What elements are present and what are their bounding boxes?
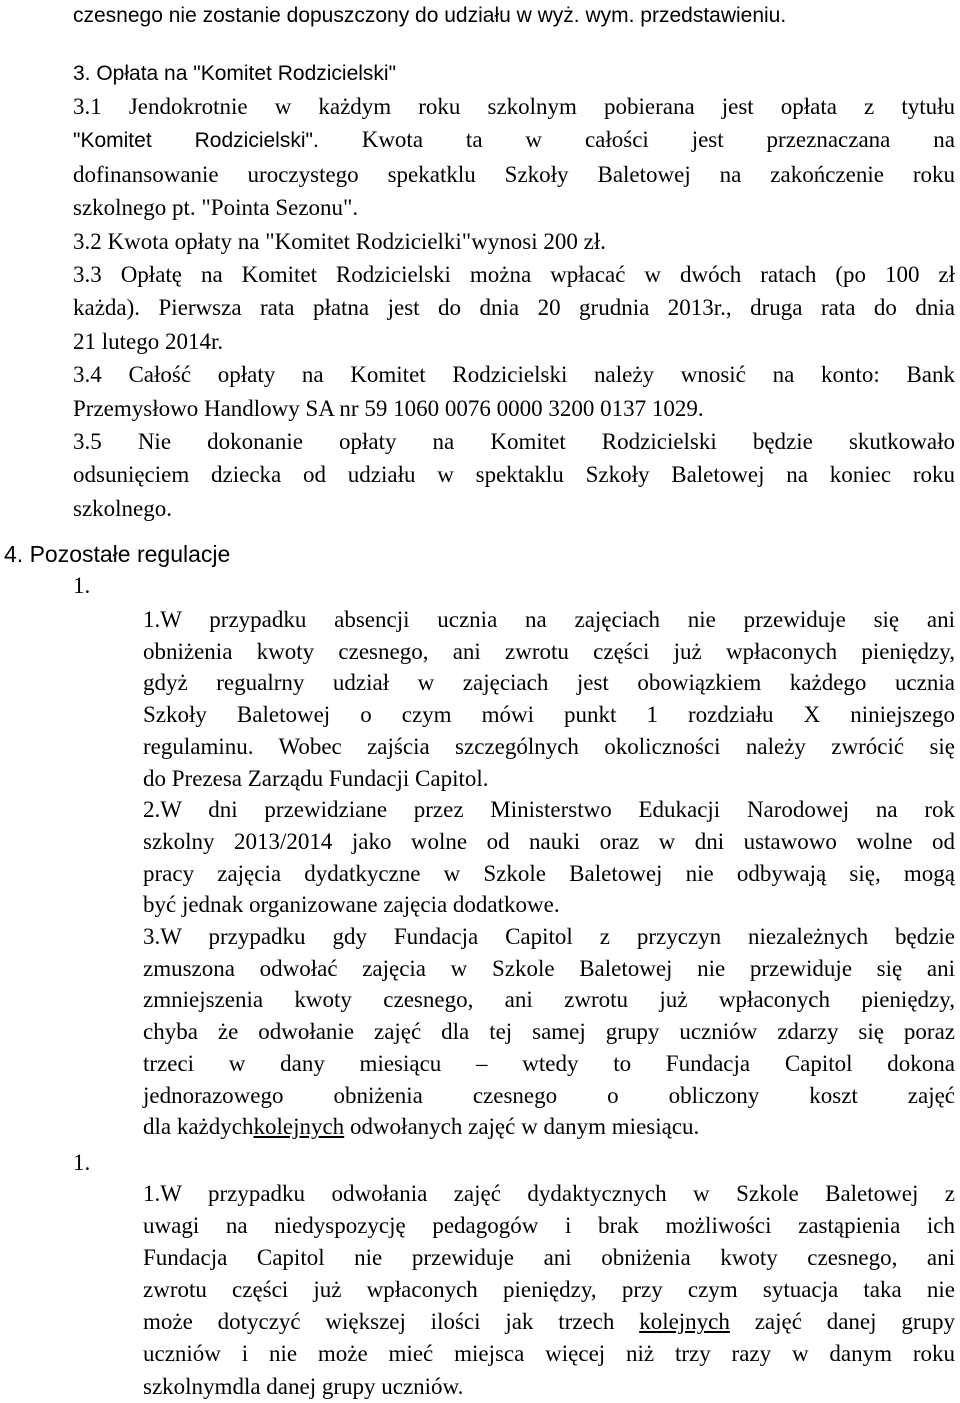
item-4-line: Fundacja Capitol nie przewiduje ani obniżenia kwoty czesnego, ani [143, 1245, 955, 1271]
item-4-last-line: szkolnymdla danej grupy uczniów. [143, 1373, 464, 1399]
section-4-items [143, 604, 955, 1143]
item-3 [143, 921, 955, 1143]
item-4-line5-underlined: kolejnych [639, 1309, 730, 1335]
item-3-line: zmuszona odwołać zajęcia w Szkole Baletowej nie przewiduje się ani [143, 955, 955, 981]
item-2-last-line: być jednak organizowane zajęcia dodatkowe. [143, 892, 560, 918]
p35-line3: szkolnego. [73, 495, 173, 521]
item-4-line5-before: może dotyczyć większej ilości jak trzech [143, 1309, 640, 1335]
item-3-last-underlined: kolejnych [253, 1114, 345, 1140]
p31-line1: 3.1 Jendokrotnie w każdym roku szkolnym pobierana jest opłata z tytułu [73, 94, 955, 119]
item-3-line: zmniejszenia kwoty czesnego, ani zwrotu już wpłaconych pieniędzy, [143, 987, 955, 1013]
section-4-heading: 4. Pozostałe regulacje [4, 541, 231, 567]
p32: 3.2 Kwota opłaty na "Komitet Rodzicielki"wynosi 200 zł. [73, 228, 606, 254]
item-4-line: uwagi na niedyspozycję pedagogów i brak możliwości zastąpienia ich [143, 1213, 955, 1239]
item-3-line: trzeci w dany miesiącu – wtedy to Fundacja Capitol dokona [143, 1050, 955, 1076]
intro-line: czesnego nie zostanie dopuszczony do udziału w wyż. wym. przedstawieniu. [73, 4, 787, 27]
p35-line1: 3.5 Nie dokonanie opłaty na Komitet Rodzicielski będzie skutkowało [73, 429, 955, 455]
item-3-line: chyba że odwołanie zajęć dla tej samej grupy uczniów zdarzy się poraz [143, 1019, 955, 1045]
p31-line2-serif: Kwota ta w całości jest przeznaczana na [318, 127, 955, 153]
item-3-last-line [143, 1111, 955, 1143]
section-3-heading: 3. Opłata na "Komitet Rodzicielski" [73, 62, 397, 85]
item-4 [143, 1178, 955, 1403]
p31-line3: dofinansowanie uroczystego spekatklu Szkoły Baletowej na zakończenie roku [73, 161, 955, 187]
item-2-line: pracy zajęcia dydatkyczne w Szkole Baletowej nie odbywają się, mogą [143, 860, 955, 886]
p31-line4: szkolnego pt. "Pointa Sezonu". [73, 195, 359, 221]
p33-line3: 21 lutego 2014r. [73, 328, 224, 354]
item-4-line: zwrotu części już wpłaconych pieniędzy, przy czym sytuacja taka nie [143, 1277, 955, 1303]
item-2 [143, 794, 955, 921]
item-3-last-after: odwołanych zajęć w danym miesiącu. [344, 1114, 700, 1140]
item-3-line: 3.W przypadku gdy Fundacja Capitol z przyczyn niezależnych będzie [143, 924, 955, 950]
p31-line2-sans: "Komitet Rodzicielski". [73, 129, 319, 153]
item-1-line: obniżenia kwoty czesnego, ani zwrotu części już wpłaconych pieniędzy, [143, 638, 955, 664]
p31-line2 [73, 123, 955, 157]
item-1-line: Szkoły Baletowej o czym mówi punkt 1 rozdziału X niniejszego [143, 702, 955, 728]
p33-line1: 3.3 Opłatę na Komitet Rodzicielski można wpłacać w dwóch ratach (po 100 zł [73, 262, 955, 288]
item-1-line: gdyż regualrny udział w zajęciach jest obowiązkiem każdego ucznia [143, 670, 955, 696]
item-4-line: uczniów i nie może mieć miejsca więcej niż trzy razy w danym roku [143, 1341, 955, 1367]
item-2-line: 2.W dni przewidziane przez Ministerstwo Edukacji Narodowej na rok [143, 797, 955, 823]
section-3-body [73, 90, 955, 525]
list-marker-bottom: 1. [73, 1150, 91, 1175]
item-1-line: 1.W przypadku absencji ucznia na zajęciach nie przewiduje się ani [143, 607, 955, 632]
p35-line2: odsunięciem dziecka od udziału w spektaklu Szkoły Baletowej na koniec roku [73, 462, 955, 488]
item-1 [143, 604, 955, 794]
p33-line2: każda). Pierwsza rata płatna jest do dnia 20 grudnia 2013r., druga rata do dnia [73, 295, 955, 321]
list-marker-top: 1. [73, 573, 91, 598]
item-3-line: jednorazowego obniżenia czesnego o obliczony koszt zajęć [143, 1082, 955, 1108]
item-4-line: 1.W przypadku odwołania zajęć dydaktycznych w Szkole Baletowej z [143, 1181, 955, 1206]
item-4-line-5 [143, 1306, 955, 1338]
p34-line1: 3.4 Całość opłaty na Komitet Rodzicielski należy wnosić na konto: Bank [73, 362, 955, 388]
p34-line2: Przemysłowo Handlowy SA nr 59 1060 0076 0000 3200 0137 1029. [73, 395, 704, 421]
item-1-last-line: do Prezesa Zarządu Fundacji Capitol. [143, 765, 489, 791]
item-3-last-before: dla każdych [143, 1114, 254, 1140]
item-4-line5-after: zajęć danej grupy [729, 1309, 955, 1335]
item-1-line: regulaminu. Wobec zajścia szczególnych okoliczności należy zwrócić się [143, 733, 955, 759]
item-2-line: szkolny 2013/2014 jako wolne od nauki oraz w dni ustawowo wolne od [143, 828, 955, 854]
